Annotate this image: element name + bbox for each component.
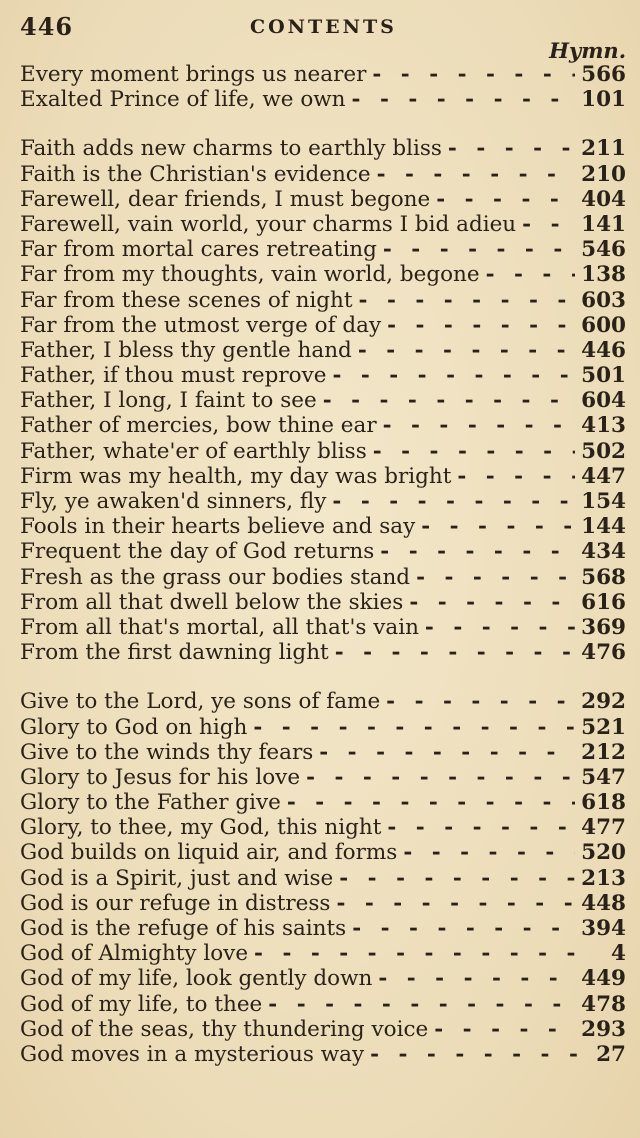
contents-entry [20,363,626,388]
contents-list [20,62,626,1067]
hymn-first-line: Give to the Lord, ye sons of fame [20,689,381,715]
dot-leader [254,941,580,966]
hymn-number: 154 [581,489,626,514]
contents-entry [20,514,626,539]
hymn-first-line: Far from my thoughts, vain world, begone [20,262,480,288]
dot-leader [372,62,575,87]
hymn-first-line: Far from mortal cares retreating [20,237,377,263]
hymn-number: 618 [581,790,626,816]
hymn-number: 546 [581,237,626,263]
hymn-first-line: Far from the utmost verge of day [20,312,382,338]
contents-entry [20,790,626,815]
hymn-number: 212 [581,739,626,765]
contents-entry [20,1017,626,1042]
hymn-first-line: Glory to the Father give [20,790,281,816]
hymn-first-line: Farewell, vain world, your charms I bid adieu [20,211,517,237]
hymn-first-line: God is a Spirit, just and wise [20,865,334,891]
dot-leader [434,1017,575,1042]
hymn-first-line: From all that dwell below the skies [20,589,404,615]
hymn-first-line: From the first dawning light [20,640,329,666]
dot-leader [323,388,575,413]
contents-entry [20,916,626,941]
hymn-number: 478 [581,991,626,1017]
running-head: CONTENTS [250,16,397,38]
hymn-number: 502 [581,438,626,464]
hymn-first-line: Farewell, dear friends, I must begone [20,186,431,212]
hymn-first-line: Father, whate'er of earthly bliss [20,438,367,464]
contents-entry [20,187,626,212]
hymn-first-line: Glory, to thee, my God, this night [20,815,382,841]
dot-leader [373,439,575,464]
contents-entry [20,740,626,765]
dot-leader [386,689,575,714]
hymn-first-line: God of Almighty love [20,941,249,967]
hymn-number: 138 [581,262,626,288]
contents-entry [20,565,626,590]
contents-entry [20,866,626,891]
contents-entry [20,212,626,237]
contents-entry [20,439,626,464]
hymn-first-line: God of the seas, thy thundering voice [20,1016,429,1042]
hymn-number: 27 [596,1041,626,1067]
hymn-first-line: Faith adds new charms to earthly bliss [20,136,442,162]
hymn-number: 521 [581,714,626,740]
contents-entry [20,689,626,714]
dot-leader [268,992,575,1017]
dot-leader [436,187,575,212]
hymn-first-line: Every moment brings us nearer [20,62,367,87]
dot-leader [387,815,575,840]
contents-entry [20,840,626,865]
hymn-first-line: Frequent the day of God returns [20,539,375,565]
hymn-first-line: Glory to Jesus for his love [20,764,301,790]
dot-leader [448,136,575,161]
contents-entry [20,966,626,991]
hymn-first-line: Father, I long, I faint to see [20,388,317,414]
dot-leader [336,891,575,916]
contents-entry [20,615,626,640]
contents-entry [20,413,626,438]
hymn-number: 292 [581,689,626,715]
contents-entry [20,464,626,489]
hymn-number: 213 [581,865,626,891]
hymn-first-line: Faith is the Christian's evidence [20,161,371,187]
hymn-number: 434 [581,539,626,565]
hymn-first-line: Father, I bless thy gentle hand [20,337,352,363]
hymn-number: 211 [581,136,626,162]
dot-leader [358,338,575,363]
hymn-number: 293 [581,1016,626,1042]
hymn-number: 369 [581,614,626,640]
dot-leader [486,262,576,287]
contents-entry [20,891,626,916]
dot-leader [383,413,576,438]
contents-entry [20,992,626,1017]
hymn-first-line: God is the refuge of his saints [20,916,347,941]
dot-leader [425,615,575,640]
dot-leader [380,539,575,564]
dot-leader [416,565,575,590]
contents-entry [20,87,626,112]
hymn-number: 477 [581,815,626,841]
hymn-number: 404 [581,186,626,212]
dot-leader [319,740,575,765]
page-number: 446 [20,12,74,41]
group-separator [20,665,626,689]
dot-leader [370,1042,580,1067]
contents-entry [20,590,626,615]
contents-entry [20,237,626,262]
hymn-number: 448 [581,890,626,916]
hymn-number: 603 [581,287,626,313]
hymn-first-line: Firm was my health, my day was bright [20,463,452,489]
hymn-number: 141 [581,211,626,237]
contents-entry [20,640,626,665]
hymn-first-line: Far from these scenes of night [20,287,353,313]
dot-leader [421,514,575,539]
group-separator [20,112,626,136]
dot-leader [377,162,576,187]
dot-leader [409,590,575,615]
hymn-first-line: From all that's mortal, all that's vain [20,614,419,640]
hymn-number: 476 [581,640,626,666]
dot-leader [335,640,575,665]
hymn-first-line: Fly, ye awaken'd sinners, fly [20,489,327,514]
hymn-first-line: God of my life, to thee [20,991,263,1017]
dot-leader [352,87,576,112]
dot-leader [339,866,575,891]
contents-entry [20,338,626,363]
contents-entry [20,288,626,313]
hymn-number: 394 [581,916,626,941]
dot-leader [522,212,575,237]
hymn-number: 144 [581,514,626,540]
hymn-number: 604 [581,388,626,414]
contents-entry [20,313,626,338]
hymn-number: 447 [581,463,626,489]
contents-entry [20,489,626,514]
hymn-number: 210 [581,161,626,187]
dot-leader [457,464,575,489]
hymn-first-line: God of my life, look gently down [20,966,373,992]
contents-entry [20,136,626,161]
contents-entry [20,62,626,87]
contents-entry [20,815,626,840]
dot-leader [383,237,575,262]
hymn-first-line: Glory to God on high [20,714,248,740]
hymn-number: 600 [581,312,626,338]
hymn-number: 520 [581,840,626,866]
contents-entry [20,262,626,287]
contents-entry [20,715,626,740]
hymn-first-line: Fresh as the grass our bodies stand [20,564,411,590]
hymn-number: 566 [581,62,626,87]
contents-entry [20,1042,626,1067]
contents-entry [20,941,626,966]
hymn-number: 501 [581,363,626,389]
hymn-number: 101 [581,87,626,113]
dot-leader [253,715,575,740]
dot-leader [387,313,575,338]
hymn-first-line: Exalted Prince of life, we own [20,87,346,113]
hymn-first-line: God moves in a mysterious way [20,1041,365,1067]
contents-entry [20,539,626,564]
dot-leader [332,363,575,388]
contents-entry [20,765,626,790]
hymn-first-line: God builds on liquid air, and forms [20,840,398,866]
dot-leader [359,288,576,313]
contents-entry [20,388,626,413]
hymn-first-line: Father of mercies, bow thine ear [20,413,377,439]
hymn-first-line: Give to the winds thy fears [20,739,314,765]
hymn-number: 413 [581,413,626,439]
hymn-number: 449 [581,966,626,992]
hymn-number: 446 [581,337,626,363]
hymn-number: 547 [581,764,626,790]
hymn-number: 616 [581,589,626,615]
hymn-first-line: God is our refuge in distress [20,890,331,916]
hymn-first-line: Father, if thou must reprove [20,363,327,389]
hymn-number: 4 [611,941,626,967]
hymn-number: 568 [581,564,626,590]
dot-leader [332,489,575,514]
dot-leader [378,966,575,991]
dot-leader [287,790,575,815]
dot-leader [403,840,575,865]
hymn-column-label: Hymn. [549,38,626,63]
dot-leader [306,765,575,790]
dot-leader [352,916,575,941]
hymn-first-line: Fools in their hearts believe and say [20,514,416,540]
contents-entry [20,162,626,187]
